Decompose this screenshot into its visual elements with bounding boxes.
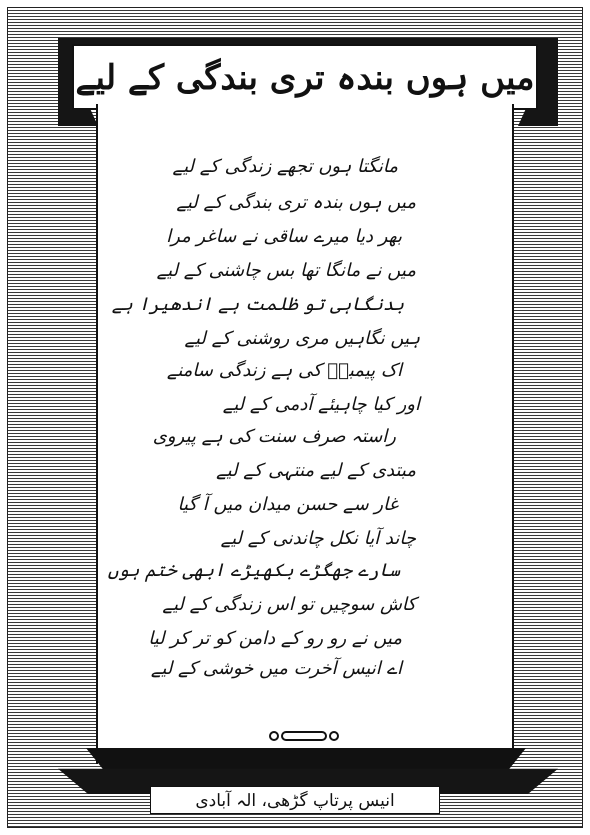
title-banner <box>72 44 538 110</box>
poem-line: مانگتا ہوں تجھے زندگی کے لیے <box>172 156 398 177</box>
poem-line: سارے جھگڑے بکھیڑے ابھی ختم ہوں <box>107 560 400 581</box>
poem-line: میں نے رو رو کے دامن کو تر کر لیا <box>148 628 402 649</box>
author-name: انیس پرتاپ گڑھی، الہ آبادی <box>195 790 395 811</box>
poem-line: بھر دیا میرے ساقی نے ساغر مرا <box>166 226 402 247</box>
poem-paper <box>96 104 514 764</box>
poem-body <box>98 144 512 704</box>
poem-title: میں ہوں بندہ تری بندگی کے لیے <box>75 57 535 98</box>
author-banner <box>150 786 440 814</box>
poem-line: مبتدی کے لیے منتہی کے لیے <box>216 460 416 481</box>
poem-line: چاند آیا نکل چاندنی کے لیے <box>220 528 416 549</box>
poem-line: اور کیا چاہیئے آدمی کے لیے <box>222 394 420 415</box>
poem-line: کاش سوچیں تو اس زندگی کے لیے <box>162 594 416 615</box>
poem-line: میں ہوں بندہ تری بندگی کے لیے <box>176 192 416 213</box>
poem-line: اے انیس آخرت میں خوشی کے لیے <box>150 658 402 679</box>
ornament-divider <box>268 728 340 744</box>
bottom-ribbon-fold <box>86 748 526 770</box>
ornament-icon <box>268 728 340 744</box>
poem-line: اک پیمبرؐ کی ہے زندگی سامنے <box>166 360 402 381</box>
poem-line: راستہ صرف سنت کی ہے پیروی <box>152 426 396 447</box>
poem-line: ہیں نگاہیں مری روشنی کے لیے <box>184 328 420 349</box>
poem-line: بدنگاہی تو ظلمت ہے اندھیرا ہے <box>111 294 404 315</box>
poem-line: غار سے حسن میدان میں آ گیا <box>177 494 398 515</box>
poem-line: میں نے مانگا تھا بس چاشنی کے لیے <box>156 260 416 281</box>
